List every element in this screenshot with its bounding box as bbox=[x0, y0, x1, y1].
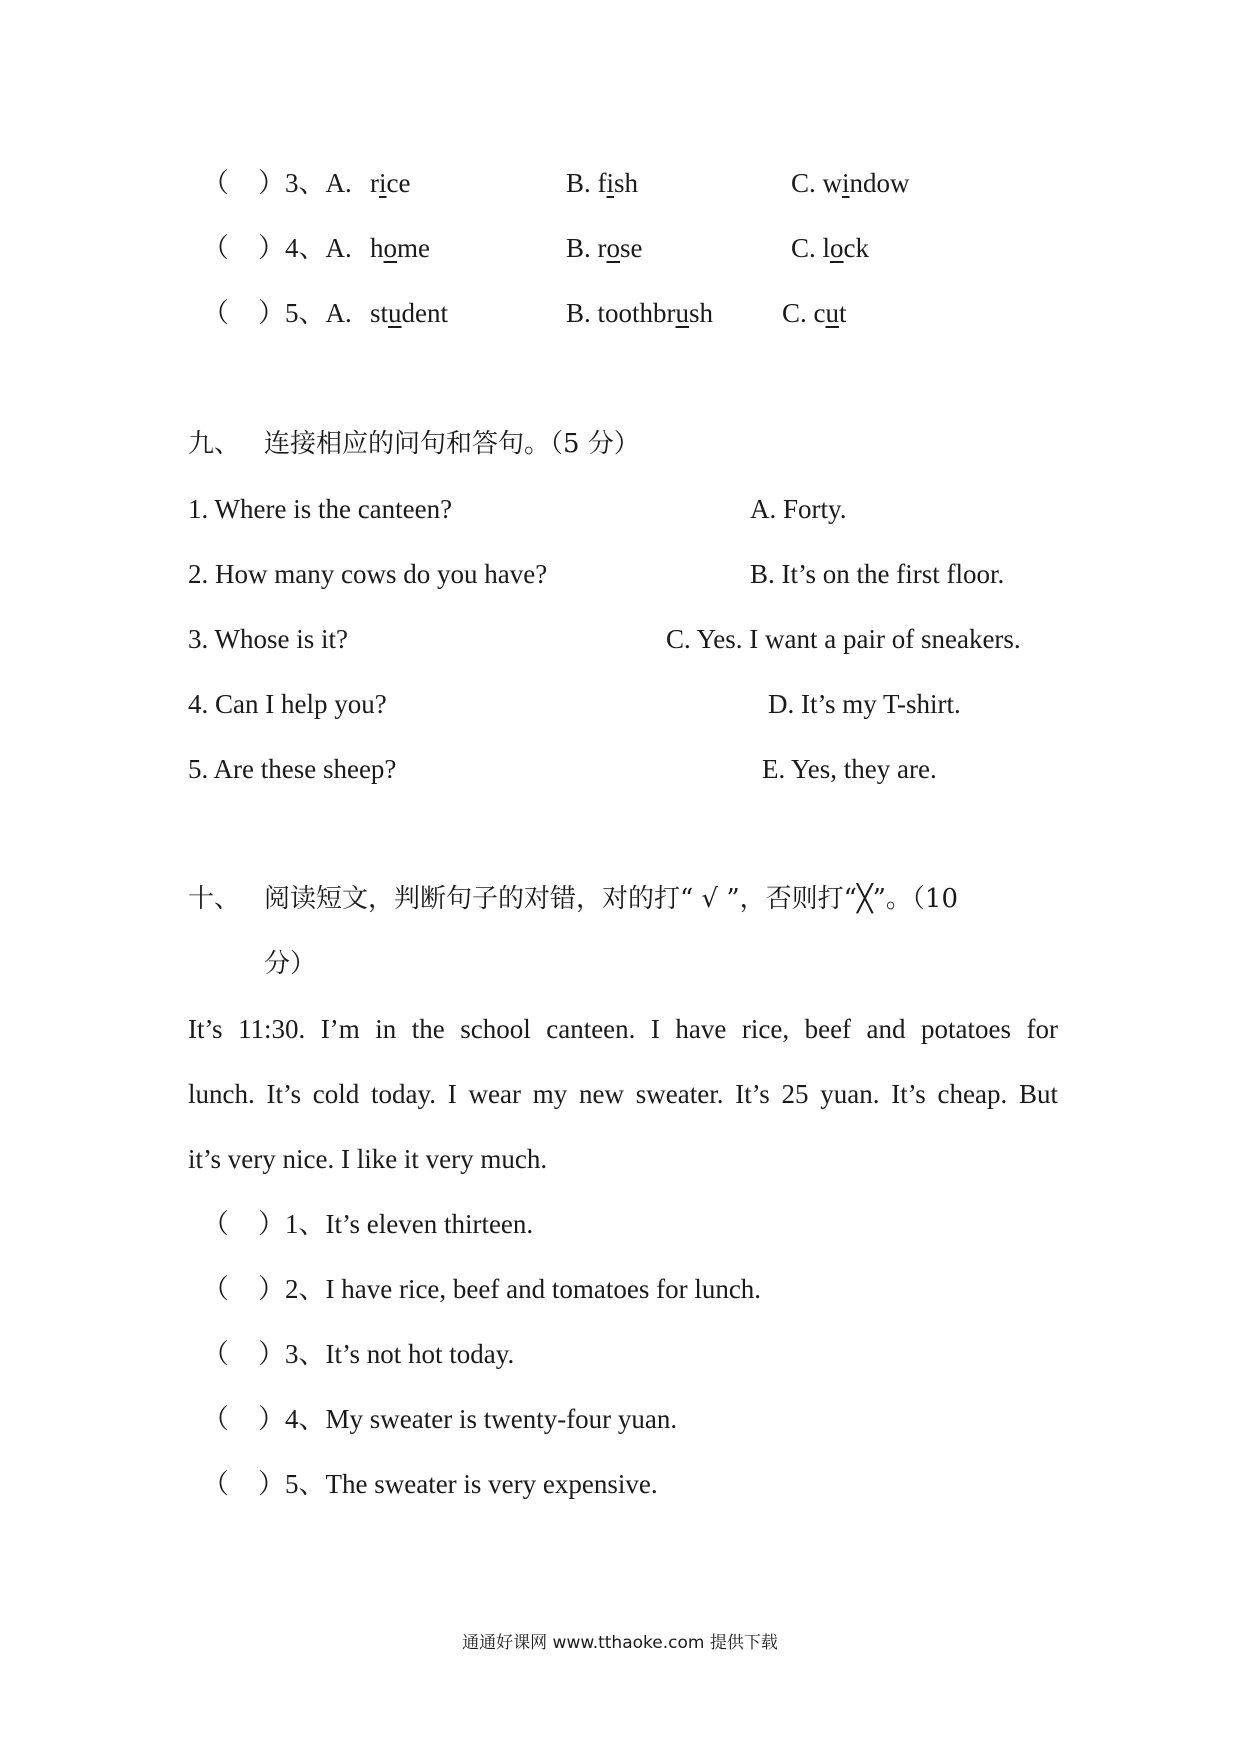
option-b: B. rose bbox=[566, 233, 643, 263]
question-label: ）5、A. bbox=[258, 298, 352, 328]
question-label: ）3、A. bbox=[258, 168, 352, 198]
true-false-item: ）3、It’s not hot today. bbox=[258, 1339, 515, 1369]
option-c: C. window bbox=[791, 168, 910, 198]
answer-paren: （ bbox=[202, 1404, 229, 1434]
answer-paren: （ bbox=[202, 1209, 229, 1239]
option-a: student bbox=[370, 298, 449, 328]
answer-paren: （ bbox=[202, 298, 229, 328]
option-a: home bbox=[370, 233, 430, 263]
answer-paren: （ bbox=[202, 1274, 229, 1304]
question-label: ）4、A. bbox=[258, 233, 352, 263]
passage-line: lunch. It’s cold today. I wear my new sweater. It’s 25 yuan. It’s cheap. But bbox=[188, 1079, 1058, 1109]
answer-paren: （ bbox=[202, 1339, 229, 1369]
option-a: rice bbox=[370, 168, 411, 198]
option-b: B. fish bbox=[566, 168, 639, 198]
answer-paren: （ bbox=[202, 1469, 229, 1499]
true-false-item: ）5、The sweater is very expensive. bbox=[258, 1469, 658, 1499]
option-c: C. lock bbox=[791, 233, 869, 263]
answer-paren: （ bbox=[202, 168, 229, 198]
answer-paren: （ bbox=[202, 233, 229, 263]
match-question: 4. Can I help you? bbox=[188, 689, 387, 719]
match-question: 2. How many cows do you have? bbox=[188, 559, 548, 589]
match-answer: A. Forty. bbox=[750, 494, 847, 524]
match-answer: C. Yes. I want a pair of sneakers. bbox=[666, 624, 1021, 654]
section-title: 连接相应的问句和答句。（5 分） bbox=[264, 429, 640, 459]
section-number: 九、 bbox=[188, 429, 241, 459]
match-answer: D. It’s my T-shirt. bbox=[768, 689, 961, 719]
true-false-item: ）1、It’s eleven thirteen. bbox=[258, 1209, 534, 1239]
section-title: 阅读短文，判断句子的对错，对的打“ √ ”，否则打“╳”。（10 bbox=[264, 884, 959, 914]
match-question: 5. Are these sheep? bbox=[188, 754, 397, 784]
section-number: 十、 bbox=[188, 884, 241, 914]
match-answer: E. Yes, they are. bbox=[762, 754, 937, 784]
option-c: C. cut bbox=[782, 298, 847, 328]
passage-line: It’s 11:30. I’m in the school canteen. I have rice, beef and potatoes for bbox=[188, 1014, 1058, 1044]
footer-source: 通通好课网 www.tthaoke.com 提供下载 bbox=[462, 1633, 778, 1653]
passage-line: it’s very nice. I like it very much. bbox=[188, 1144, 548, 1174]
match-question: 1. Where is the canteen? bbox=[188, 494, 453, 524]
section-title-continued: 分） bbox=[264, 949, 317, 979]
match-answer: B. It’s on the first floor. bbox=[750, 559, 1005, 589]
match-question: 3. Whose is it? bbox=[188, 624, 348, 654]
true-false-item: ）4、My sweater is twenty-four yuan. bbox=[258, 1404, 678, 1434]
true-false-item: ）2、I have rice, beef and tomatoes for lunch. bbox=[258, 1274, 762, 1304]
option-b: B. toothbrush bbox=[566, 298, 714, 328]
